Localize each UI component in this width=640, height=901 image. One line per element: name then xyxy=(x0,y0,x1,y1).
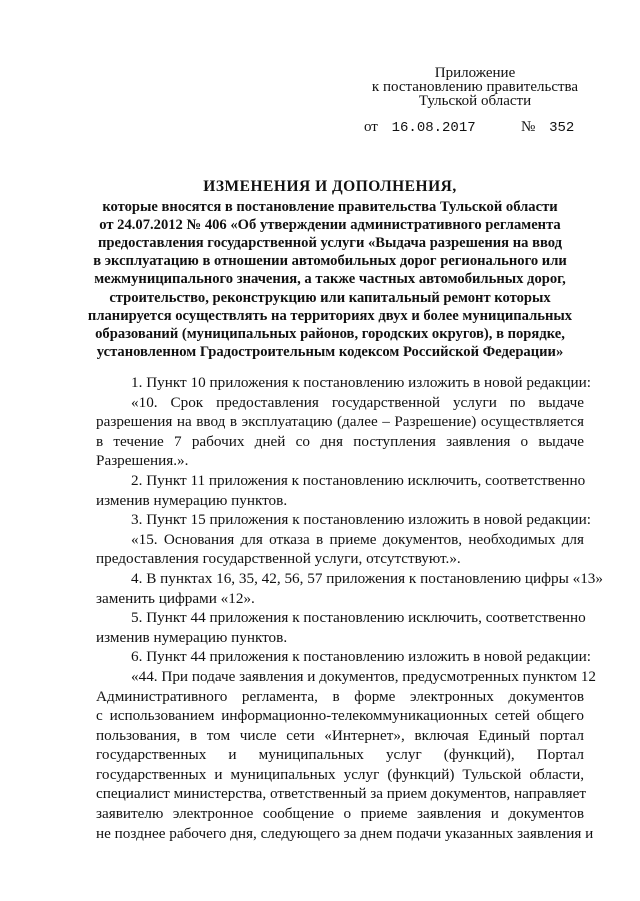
body-line: заявителю электронное сообщение о приеме заявления и документов xyxy=(96,805,584,823)
body-line: разрешения на ввод в эксплуатацию (далее – Разрешение) осуществляется xyxy=(96,413,584,431)
body-line: с использованием информационно-телекоммуникационных сетей общего xyxy=(96,707,584,725)
title-line: образований (муниципальных районов, городских округов), в порядке, xyxy=(95,325,565,342)
body-line: изменив нумерацию пунктов. xyxy=(96,491,288,509)
body-line: «15. Основания для отказа в приеме документов, необходимых для xyxy=(131,530,584,548)
title-line: которые вносятся в постановление правительства Тульской области xyxy=(102,199,558,216)
title-heading: ИЗМЕНЕНИЯ И ДОПОЛНЕНИЯ, xyxy=(203,178,457,195)
body-line: Административного регламента, в форме электронных документов xyxy=(96,687,584,705)
body-line: «44. При подаче заявления и документов, предусмотренных пунктом 12 xyxy=(131,667,597,685)
body-line: 6. Пункт 44 приложения к постановлению изложить в новой редакции: xyxy=(131,648,591,666)
title-line: от 24.07.2012 № 406 «Об утверждении административного регламента xyxy=(99,217,561,234)
title-line: установленном Градостроительным кодексом Российской Федерации» xyxy=(96,343,564,360)
appendix-line: к постановлению правительства xyxy=(371,79,579,95)
body-line: специалист министерства, ответственный за прием документов, направляет xyxy=(96,785,587,803)
body-line: 3. Пункт 15 приложения к постановлению изложить в новой редакции: xyxy=(131,511,591,529)
body-line: предоставления государственной услуги, отсутствуют.». xyxy=(96,550,461,568)
date-value: 16.08.2017 xyxy=(391,120,476,136)
date-prefix: от xyxy=(364,119,378,135)
body-line: «10. Срок предоставления государственной услуги по выдаче xyxy=(131,393,584,411)
number-prefix: № xyxy=(521,119,536,135)
appendix-block xyxy=(355,66,595,108)
appendix-line: Тульской области xyxy=(418,93,532,109)
body-line: пользования, в том числе сети «Интернет», включая Единый портал xyxy=(96,726,584,744)
body-line: заменить цифрами «12». xyxy=(96,589,255,607)
title-line: предоставления государственной услуги «Выдача разрешения на ввод xyxy=(97,235,562,252)
body-line: государственных и муниципальных услуг (функций), Портал xyxy=(96,746,584,764)
document-title xyxy=(55,178,605,361)
body-line: 2. Пункт 11 приложения к постановлению исключить, соответственно xyxy=(131,471,586,489)
body-line: в течение 7 рабочих дней со дня поступления заявления о выдаче xyxy=(96,432,584,450)
body-line: Разрешения.». xyxy=(96,452,189,470)
title-lines xyxy=(55,198,605,361)
body-line: не позднее рабочего дня, следующего за днем подачи указанных заявления и xyxy=(96,824,594,842)
resolution-date xyxy=(364,118,476,137)
title-line: строительство, реконструкцию или капитальный ремонт которых xyxy=(109,289,551,306)
title-line: планируется осуществлять на территориях двух и более муниципальных xyxy=(87,307,573,324)
appendix-line: Приложение xyxy=(434,65,516,81)
body-line: 4. В пунктах 16, 35, 42, 56, 57 приложения к постановлению цифры «13» xyxy=(131,569,603,587)
document-body xyxy=(96,373,603,843)
resolution-number xyxy=(521,118,574,137)
body-line: изменив нумерацию пунктов. xyxy=(96,628,288,646)
title-line: межмуниципального значения, а также частных автомобильных дорог, xyxy=(94,271,566,288)
body-line: 1. Пункт 10 приложения к постановлению изложить в новой редакции: xyxy=(131,374,591,391)
title-line: в эксплуатацию в отношении автомобильных дорог регионального или xyxy=(93,253,567,270)
number-value: 352 xyxy=(549,120,575,136)
body-line: 5. Пункт 44 приложения к постановлению исключить, соответственно xyxy=(131,609,586,627)
body-line: государственных и муниципальных услуг (функций) Тульской области, xyxy=(96,765,584,783)
